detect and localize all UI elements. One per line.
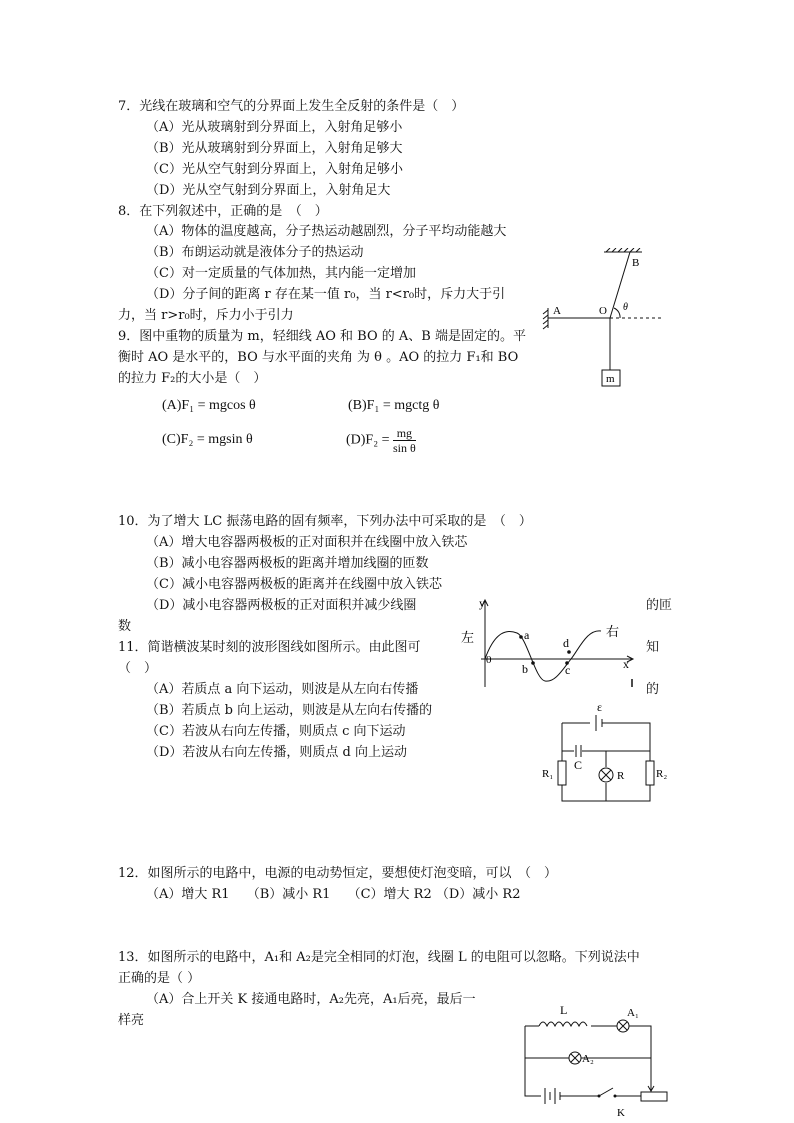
- point-b: [531, 661, 535, 665]
- q7-stem: 7．光线在玻璃和空气的分界面上发生全反射的条件是（ ）: [118, 99, 465, 114]
- label-m: m: [606, 373, 615, 385]
- q11-option-c: （C）若波从右向左传播，则质点 c 向下运动: [146, 724, 406, 739]
- q9-stem-1: 9．图中重物的质量为 m，轻细线 AO 和 BO 的 A、B 端是固定的。平: [118, 329, 526, 344]
- q13-stem-1: 13．如图所示的电路中，A₁和 A₂是完全相同的灯泡，线圈 L 的电阻可以忽略。下列说法中: [118, 950, 640, 965]
- q9-option-d-denominator: sin θ: [393, 441, 416, 455]
- switch-k: [599, 1088, 613, 1096]
- q8-option-a: （A）物体的温度越高，分子热运动越剧烈，分子平均动能越大: [146, 224, 507, 239]
- switch-contact: [614, 1095, 617, 1098]
- q9-stem-3: 的拉力 F₂的大小是（ ）: [118, 371, 267, 386]
- label-d: d: [563, 636, 569, 650]
- q10-option-b: （B）减小电容器两极板的距离并增加线圈的匝数: [146, 556, 429, 571]
- q9-option-d-prefix: (D)F₂ =: [346, 432, 390, 448]
- q7-option-a: （A）光从玻璃射到分界面上，入射角足够小: [146, 120, 403, 135]
- q13-option-a-cont: 样亮: [118, 1013, 145, 1028]
- q10-option-d: （D）减小电容器两极板的正对面积并减少线圈: [146, 598, 417, 613]
- q11-stem-1-tail: 知: [646, 640, 660, 655]
- q7-option-c: （C）光从空气射到分界面上，入射角足够小: [146, 162, 403, 177]
- label-k: K: [617, 1107, 625, 1119]
- q12-stem: 12．如图所示的电路中，电源的电动势恒定，要想使灯泡变暗，可以 （ ）: [118, 866, 558, 881]
- label-b: B: [632, 257, 640, 269]
- q10-stem: 10．为了增大 LC 振荡电路的固有频率，下列办法中可采取的是 （ ）: [118, 514, 532, 529]
- label-c: c: [565, 663, 571, 677]
- q8-stem: 8．在下列叙述中，正确的是 （ ）: [118, 204, 328, 219]
- label-theta: θ: [623, 302, 628, 313]
- q8-option-d-cont: 力，当 r>r₀时，斥力小于引力: [118, 308, 294, 323]
- q8-option-c: （C）对一定质量的气体加热，其内能一定增加: [146, 266, 416, 281]
- label-right: 右: [606, 624, 620, 639]
- label-a: A: [553, 305, 561, 317]
- label-left: 左: [461, 630, 475, 645]
- wave-curve: [485, 631, 601, 681]
- q11-stem-1: 11．简谐横波某时刻的波形图线如图所示。由此图可: [118, 640, 421, 655]
- q11-wave-figure: [455, 595, 640, 695]
- rheostat-slider: [648, 1080, 654, 1091]
- label-r1: R₁: [542, 768, 554, 780]
- q9-option-d-numerator: mg: [393, 426, 416, 441]
- q7-option-b: （B）光从玻璃射到分界面上，入射角足够大: [146, 141, 403, 156]
- label-c: C: [574, 758, 583, 772]
- label-a: a: [524, 628, 530, 642]
- label-r: R: [617, 770, 625, 782]
- q11-stem-2: （ ）: [118, 661, 158, 676]
- q10-option-d-tail: 的匝: [646, 598, 673, 613]
- label-y: y: [479, 596, 485, 610]
- q9-option-d-fraction: [393, 426, 416, 455]
- label-o: O: [599, 305, 607, 317]
- resistor-r1: [558, 761, 566, 785]
- switch-pivot: [598, 1095, 601, 1098]
- q11-option-d: （D）若波从右向左传播，则质点 d 向上运动: [146, 745, 408, 760]
- label-origin: 0: [486, 654, 492, 666]
- label-r2: R₂: [656, 768, 668, 780]
- q10-option-a: （A）增大电容器两极板的正对面积并在线圈中放入铁芯: [146, 535, 468, 550]
- point-a: [519, 635, 523, 639]
- q13-stem-2: 正确的是（ ）: [118, 971, 201, 986]
- q9-stem-2: 衡时 AO 是水平的，BO 与水平面的夹角 为 θ 。AO 的拉力 F₁和 BO: [118, 350, 519, 365]
- q9-option-d: [346, 426, 416, 455]
- q10-option-c: （C）减小电容器两极板的距离并在线圈中放入铁芯: [146, 577, 442, 592]
- resistor-r2: [646, 761, 654, 785]
- label-x: x: [623, 657, 629, 671]
- q11-option-a: （A）若质点 a 向下运动，则波是从左向右传播: [146, 682, 419, 697]
- q12-circuit-figure: [538, 697, 673, 809]
- q12-options: （A）增大 R1 （B）减小 R1 （C）增大 R2 （D）减小 R2: [146, 887, 521, 902]
- theta-arc: [614, 308, 620, 318]
- label-a1: A₁: [627, 1007, 639, 1019]
- q11-tail-de: 的: [646, 682, 660, 697]
- q13-option-a: （A）合上开关 K 接通电路时，A₂先亮，A₁后亮，最后一: [146, 992, 476, 1007]
- label-emf: ε: [597, 700, 603, 714]
- q11-option-b: （B）若质点 b 向上运动，则波是从左向右传播的: [146, 703, 433, 718]
- q13-circuit-figure: [515, 1000, 675, 1120]
- q8-option-d: （D）分子间的距离 r 存在某一值 r₀，当 r<r₀时，斥力大于引: [146, 287, 506, 302]
- q9-figure: [540, 248, 665, 393]
- label-l: L: [560, 1003, 568, 1017]
- left-wire: [525, 1026, 541, 1096]
- q7-option-d: （D）光从空气射到分界面上，入射角足大: [146, 183, 391, 198]
- q10-option-d-cont: 数: [118, 619, 132, 634]
- inductor-coil: [539, 1022, 587, 1026]
- ceiling-hatch: [606, 248, 640, 252]
- point-d: [567, 650, 571, 654]
- q8-option-b: （B）布朗运动就是液体分子的热运动: [146, 245, 364, 260]
- q9-option-c: (C)F₂ = mgsin θ: [162, 432, 253, 447]
- rheostat: [641, 1092, 667, 1101]
- label-a2: A₂: [582, 1053, 594, 1065]
- q9-option-b: (B)F₁ = mgctg θ: [348, 398, 440, 413]
- label-b: b: [522, 662, 528, 676]
- wall-hatch: [543, 310, 548, 329]
- q9-option-a: (A)F₁ = mgcos θ: [162, 398, 256, 413]
